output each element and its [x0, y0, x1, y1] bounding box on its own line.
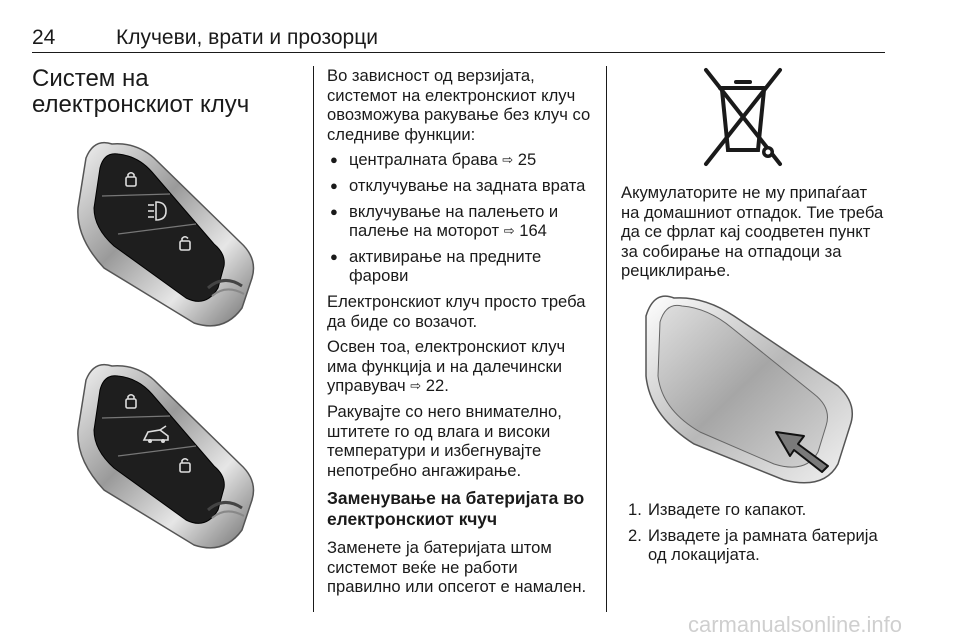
subsection-heading: Заменување на батеријата во електронскиот кчуч [327, 488, 585, 530]
key-fob-cover-image [624, 276, 884, 486]
function-list [327, 150, 593, 286]
page-reference[interactable]: 25 [517, 150, 537, 170]
crossed-out-wheelie-bin-icon [700, 66, 786, 170]
page-header [32, 26, 885, 50]
page-reference[interactable]: 164 [519, 221, 547, 241]
list-item: ● отклучување на задната врата [327, 176, 593, 196]
header-rule [32, 52, 885, 53]
list-item: ● централната брава ⇨ 25 [327, 150, 593, 170]
steps-list [628, 500, 890, 565]
replace-paragraph: Заменете ја батеријата штом системот веќе не работи правилно или опсегот е намален. [327, 538, 587, 597]
remote-paragraph: Освен тоа, електронскиот клуч има функција и на далечински управувач ⇨ 22. [327, 337, 566, 396]
column-divider-right [606, 66, 607, 612]
section-heading: Систем на електронскиот клуч [32, 65, 250, 118]
column-middle [327, 66, 593, 603]
page-number: 24 [32, 26, 56, 49]
chapter-title: Клучеви, врати и прозорци [116, 26, 378, 49]
reference-arrow-icon: ⇨ [502, 152, 514, 168]
key-fob-image-2 [74, 360, 259, 550]
intro-paragraph: Во зависност од верзијата, системот на електронскиот клуч овозможува ракување без клуч со следниве функции: [327, 66, 591, 144]
list-item: 2. Извадете ја рамната батерија од локацијата. [628, 525, 878, 565]
handling-paragraph: Ракувајте со него внимателно, штитете го од влага и високи температури и избегнувајте непотребно ангажирање. [327, 401, 562, 480]
key-fob-image-1 [74, 138, 259, 328]
column-right [621, 183, 889, 287]
reference-arrow-icon: ⇨ [410, 378, 422, 394]
reference-arrow-icon: ⇨ [503, 223, 515, 239]
recycle-paragraph: Акумулаторите не му припаѓаат на домашниот отпадок. Тие треба да се фрлат кај соодветен пункт за собирање на отпадоци за рециклирање. [621, 183, 884, 281]
list-item: ● активирање на предните фарови [327, 247, 593, 286]
list-item: ● вклучување на палењето и палење на моторот ⇨ 164 [327, 202, 593, 241]
steps-block [628, 500, 890, 571]
column-divider-left [313, 66, 314, 612]
column-left [32, 66, 302, 118]
list-item: 1. Извадете го капакот. [628, 500, 807, 519]
carry-paragraph: Електронскиот клуч просто треба да биде со возачот. [327, 291, 586, 331]
watermark: carmanualsonline.info [688, 612, 903, 637]
page-reference[interactable]: 22. [425, 376, 449, 396]
